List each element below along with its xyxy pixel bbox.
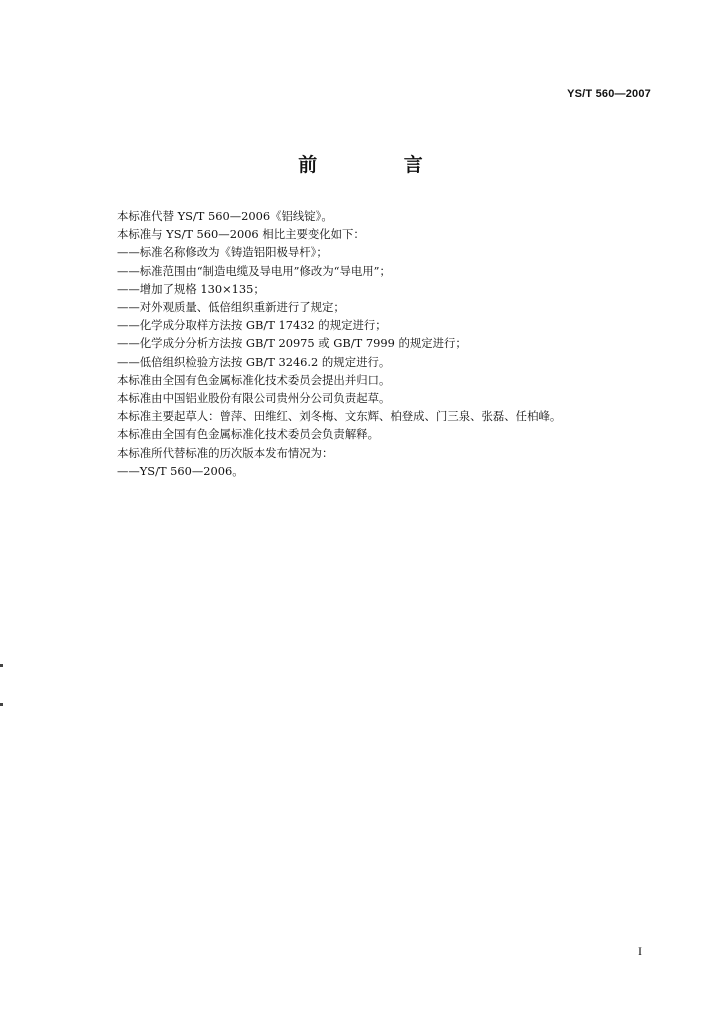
preface-line: ——YS/T 560—2006。 (117, 463, 244, 478)
preface-body (117, 207, 637, 480)
preface-line: ——标准名称修改为《铸造铝阳极导杆》； (117, 245, 328, 260)
preface-line: ——化学成分分析方法按 GB/T 20975 或 GB/T 7999 的规定进行； (117, 336, 467, 351)
preface-line: ——低倍组织检验方法按 GB/T 3246.2 的规定进行。 (117, 354, 391, 369)
page-title: 前 言 (298, 154, 463, 176)
preface-line: ——增加了规格 130×135； (117, 281, 265, 296)
preface-line: ——标准范围由“制造电缆及导电用”修改为“导电用”； (117, 263, 391, 278)
page-number: I (638, 944, 642, 958)
preface-line: 本标准代替 YS/T 560—2006《铝线锭》。 (117, 209, 333, 223)
standard-code: YS/T 560—2007 (567, 88, 651, 100)
scan-mark (0, 703, 3, 706)
preface-line: ——对外观质量、低倍组织重新进行了规定； (117, 300, 345, 315)
preface-line: 本标准所代替标准的历次版本发布情况为： (117, 445, 334, 460)
preface-line: 本标准主要起草人：曾萍、田维红、刘冬梅、文东辉、柏登成、门三泉、张磊、任柏峰。 (117, 409, 562, 424)
preface-line: ——化学成分取样方法按 GB/T 17432 的规定进行； (117, 318, 387, 333)
preface-line: 本标准与 YS/T 560—2006 相比主要变化如下： (117, 227, 365, 242)
preface-line: 本标准由中国铝业股份有限公司贵州分公司负责起草。 (117, 391, 391, 406)
preface-line: 本标准由全国有色金属标准化技术委员会负责解释。 (117, 427, 379, 442)
scan-mark (0, 664, 3, 667)
preface-line: 本标准由全国有色金属标准化技术委员会提出并归口。 (117, 372, 391, 387)
